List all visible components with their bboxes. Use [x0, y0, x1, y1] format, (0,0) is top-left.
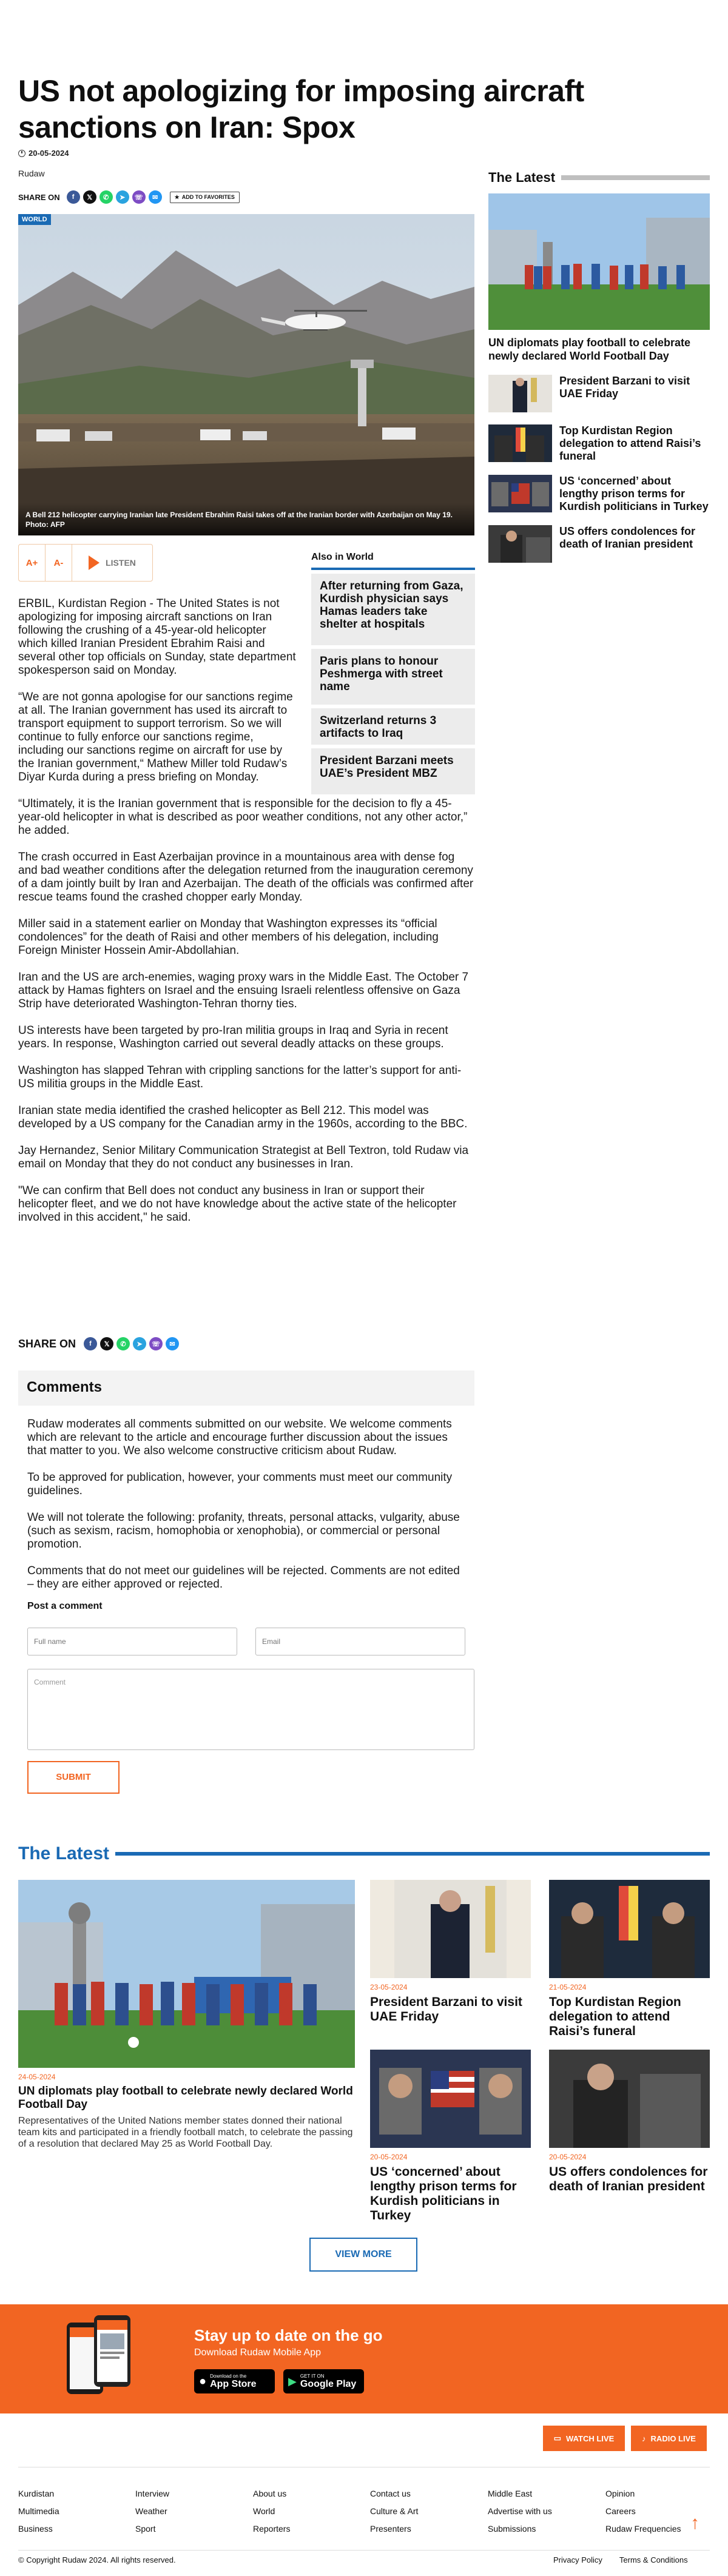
- helicopter-photo: [18, 214, 474, 535]
- latest-card-image: [549, 2050, 710, 2148]
- article-paragraph: “We are not gonna apologise for our sanctions regime at all. The Iranian government has used its aircraft to transport equipment to support terrorism. So we will continue to fully enforce our sanctions regime, including our sanctions regime on aircraft for use by the Iranian government,“ Mathew Miller told Rudaw’s Diyar Kurda during a press briefing on Monday.: [18, 691, 293, 783]
- footer-divider: [18, 2550, 710, 2551]
- footer-link[interactable]: About us: [253, 2489, 287, 2498]
- comment-textarea[interactable]: Comment: [27, 1669, 474, 1750]
- sidebar-item-title: Top Kurdistan Region delegation to attend Raisi’s funeral: [559, 424, 701, 462]
- sidebar-latest-header: [488, 170, 710, 186]
- reading-tools: [18, 544, 153, 582]
- listen-button[interactable]: [72, 545, 152, 581]
- share-label: SHARE ON: [18, 192, 60, 202]
- latest-title: The Latest: [18, 1843, 110, 1863]
- footer-link[interactable]: Reporters: [253, 2524, 291, 2534]
- comments-paragraph: We will not tolerate the following: profanity, threats, personal attacks, vulgarity, abuse (such as sexism, racism, homophobia or xenophobia), or commercial or personal promotion.: [27, 1511, 460, 1551]
- latest-card[interactable]: [549, 2050, 710, 2194]
- sidebar-latest: [488, 170, 710, 563]
- footer-link[interactable]: Weather: [135, 2506, 167, 2516]
- play-store-icon: ▶: [288, 2375, 297, 2387]
- legal-links: [553, 2555, 688, 2564]
- category-badge[interactable]: WORLD: [18, 214, 51, 225]
- footer-link[interactable]: World: [253, 2506, 275, 2516]
- x-twitter-icon[interactable]: 𝕏: [83, 190, 96, 204]
- sidebar-item-title: US offers condolences for death of Iranian president: [559, 525, 696, 550]
- sidebar-item-title: US ‘concerned’ about lengthy prison terms for Kurdish politicians in Turkey: [559, 475, 709, 512]
- latest-card-title: Top Kurdistan Region delegation to attend Raisi’s funeral: [549, 1995, 681, 2038]
- sidebar-latest-item[interactable]: [488, 375, 710, 412]
- clock-icon: [18, 150, 25, 157]
- footer-column: [253, 2485, 290, 2538]
- hero-image: [18, 214, 474, 535]
- article-paragraph: The crash occurred in East Azerbaijan province in a mountainous area with dense fog and bad weather conditions after the delegation returned from the inauguration ceremony of a dam jointly built by Iran and Azerbaijan. The death of the officials was confirmed after rescue teams found the crashed chopper early Monday.: [18, 851, 474, 904]
- app-headline: Stay up to date on the go: [194, 2326, 383, 2344]
- article-paragraph: Washington has slapped Tehran with crippling sanctions for the latter’s support for anti-US militia groups in the Middle East.: [18, 1064, 462, 1090]
- add-to-favorites-button[interactable]: [170, 192, 240, 203]
- article-date: [18, 149, 69, 158]
- latest-card-image: [370, 1880, 531, 1978]
- share-bar-bottom: [18, 1337, 179, 1350]
- facebook-icon[interactable]: f: [84, 1337, 97, 1350]
- article-author: Rudaw: [18, 169, 45, 178]
- back-to-top-icon[interactable]: ↑: [690, 2513, 699, 2533]
- app-store-big: App Store: [210, 2379, 257, 2389]
- latest-card[interactable]: [370, 2050, 531, 2223]
- article-date-text: 20-05-2024: [29, 149, 69, 158]
- footer-link[interactable]: Interview: [135, 2489, 170, 2498]
- latest-card-date: 20-05-2024: [370, 2153, 408, 2161]
- sidebar-item-title: President Barzani to visit UAE Friday: [559, 375, 690, 400]
- latest-big-title[interactable]: UN diplomats play football to celebrate newly declared World Football Day: [18, 2085, 353, 2111]
- article-paragraph: Iranian state media identified the crashed helicopter as Bell 212. This model was developed by a US company for the Canadian army in the 1960s, according to the BBC.: [18, 1104, 468, 1130]
- comments-section: [18, 1370, 474, 1794]
- terms-link[interactable]: Terms & Conditions: [619, 2555, 688, 2564]
- article-paragraph: "We can confirm that Bell does not conduct any business in Iran or support their helicopter fleet, and we do not have knowledge about the active state of the helicopter involved in this accident," he said.: [18, 1184, 457, 1224]
- footer-link[interactable]: Sport: [135, 2524, 156, 2534]
- latest-card[interactable]: [370, 1880, 531, 2024]
- also-in-world-item[interactable]: After returning from Gaza, Kurdish physician says Hamas leaders take shelter at hospitals: [311, 574, 475, 645]
- sidebar-thumb: [488, 525, 552, 563]
- submit-button[interactable]: SUBMIT: [27, 1761, 120, 1794]
- store-buttons: [194, 2369, 383, 2393]
- sidebar-latest-item[interactable]: [488, 525, 710, 563]
- comment-form-row: [27, 1628, 465, 1655]
- star-icon: ★: [174, 193, 180, 200]
- also-in-world-item[interactable]: President Barzani meets UAE’s President MBZ: [311, 748, 475, 794]
- comments-guidelines: [18, 1406, 474, 1794]
- share-label: SHARE ON: [18, 1337, 76, 1350]
- sidebar-latest-title: The Latest: [488, 170, 556, 185]
- share-bar-top: [18, 190, 240, 204]
- apple-icon: ●: [199, 2374, 207, 2388]
- x-twitter-icon[interactable]: 𝕏: [100, 1337, 113, 1350]
- whatsapp-icon[interactable]: ✆: [116, 1337, 130, 1350]
- latest-big-date: 24-05-2024: [18, 2073, 56, 2081]
- also-in-world-item[interactable]: Paris plans to honour Peshmerga with street name: [311, 649, 475, 705]
- view-more-button[interactable]: VIEW MORE: [309, 2238, 417, 2272]
- article-title: US not apologizing for imposing aircraft sanctions on Iran: Spox: [18, 74, 584, 144]
- listen-label: LISTEN: [106, 558, 136, 568]
- add-to-favorites-label: ADD TO FAVORITES: [181, 194, 235, 200]
- google-play-big: Google Play: [300, 2379, 357, 2389]
- footer-link[interactable]: Culture & Art: [370, 2506, 419, 2516]
- footer-link[interactable]: Careers: [605, 2506, 636, 2516]
- article-paragraph: US interests have been targeted by pro-Iran militia groups in Iraq and Syria in recent years. In response, Washington carried out several deadly attacks on these groups.: [18, 1024, 448, 1050]
- sidebar-latest-item[interactable]: [488, 475, 710, 513]
- messenger-icon[interactable]: ✉: [166, 1337, 179, 1350]
- latest-section: [18, 1843, 710, 2222]
- post-comment-title: Post a comment: [27, 1601, 103, 1611]
- also-in-world-title: Also in World: [311, 552, 475, 570]
- footer-column: [605, 2485, 681, 2538]
- comments-paragraph: Rudaw moderates all comments submitted on our website. We welcome comments which are relevant to the article and encourage further discussion about the issues that matter to you. We also welcome constructive criticism about Rudaw.: [27, 1418, 452, 1457]
- latest-card-image: [549, 1880, 710, 1978]
- facebook-icon[interactable]: f: [67, 190, 80, 204]
- latest-big-card[interactable]: [18, 1880, 355, 2150]
- viber-icon[interactable]: ☏: [132, 190, 146, 204]
- also-in-world-item[interactable]: Switzerland returns 3 artifacts to Iraq: [311, 708, 475, 745]
- footer-link[interactable]: Multimedia: [18, 2506, 59, 2516]
- copyright: © Copyright Rudaw 2024. All rights reserved.: [18, 2555, 176, 2564]
- messenger-icon[interactable]: ✉: [149, 190, 162, 204]
- microphone-icon: ♪: [642, 2433, 646, 2443]
- app-store-button[interactable]: [194, 2369, 275, 2393]
- telegram-icon[interactable]: ➤: [116, 190, 129, 204]
- play-icon: [89, 555, 99, 570]
- section-divider: [561, 175, 710, 180]
- sidebar-latest-item[interactable]: [488, 424, 710, 463]
- footer-link[interactable]: Middle East: [488, 2489, 533, 2498]
- latest-card-title: US offers condolences for death of Iranian president: [549, 2165, 708, 2193]
- sidebar-hero-image[interactable]: [488, 193, 710, 330]
- footer-column: [18, 2485, 59, 2538]
- privacy-policy-link[interactable]: Privacy Policy: [553, 2555, 602, 2564]
- article-paragraph: Iran and the US are arch-enemies, waging proxy wars in the Middle East. The October 7 attack by Hamas fighters on Israel and the ensuing Israeli relentless offensive on Gaza Strip have deteriorated Washington-Tehran thorny ties.: [18, 971, 469, 1010]
- app-banner: [0, 2304, 728, 2413]
- football-photo: [488, 193, 710, 330]
- sidebar-thumb: [488, 475, 552, 512]
- full-name-input[interactable]: [27, 1628, 237, 1655]
- live-buttons: [543, 2426, 707, 2451]
- section-divider: [115, 1852, 710, 1856]
- footer-link[interactable]: Contact us: [370, 2489, 411, 2498]
- latest-card-title: President Barzani to visit UAE Friday: [370, 1995, 522, 2024]
- app-text: [194, 2326, 383, 2393]
- viber-icon[interactable]: ☏: [149, 1337, 163, 1350]
- comments-title: Comments: [18, 1370, 474, 1406]
- footer-link[interactable]: Advertise with us: [488, 2506, 552, 2516]
- article-paragraph: ERBIL, Kurdistan Region - The United States is not apologizing for imposing aircraft sanctions on Iran following the crushing of a 45-year-old helicopter which killed Iranian President Ebrahim Raisi and several other top officials on Sunday, state department spokesperson said on Monday.: [18, 597, 296, 677]
- font-decrease-button[interactable]: A-: [46, 545, 72, 581]
- comments-paragraph: To be approved for publication, however, your comments must meet our community guidelines.: [27, 1471, 453, 1497]
- footer-link[interactable]: Business: [18, 2524, 53, 2534]
- latest-card-date: 21-05-2024: [549, 1983, 587, 1991]
- article-paragraph: Jay Hernandez, Senior Military Communication Strategist at Bell Textron, told Rudaw via email on Monday that they do not conduct any businesses in Iran.: [18, 1144, 469, 1170]
- radio-live-label: RADIO LIVE: [650, 2433, 696, 2443]
- latest-card-image: [370, 2050, 531, 2148]
- latest-card-title: US ‘concerned’ about lengthy prison terms for Kurdish politicians in Turkey: [370, 2165, 517, 2222]
- footer-link[interactable]: Kurdistan: [18, 2489, 55, 2498]
- telegram-icon[interactable]: ➤: [133, 1337, 146, 1350]
- article-paragraph: Miller said in a statement earlier on Monday that Washington expresses its “official condolences” for the death of Raisi and other members of his delegation, including Foreign Minister Hossein Amir-Abdollahian.: [18, 917, 439, 957]
- footer-column: [135, 2485, 169, 2538]
- phones-illustration: [67, 2315, 133, 2403]
- latest-card-date: 20-05-2024: [549, 2153, 587, 2161]
- app-store-small: Download on the: [210, 2373, 247, 2379]
- radio-live-button[interactable]: [631, 2426, 707, 2451]
- email-input[interactable]: [255, 1628, 465, 1655]
- whatsapp-icon[interactable]: ✆: [99, 190, 113, 204]
- latest-card-date: 23-05-2024: [370, 1983, 408, 1991]
- watch-live-button[interactable]: [543, 2426, 625, 2451]
- sidebar-hero-title[interactable]: UN diplomats play football to celebrate newly declared World Football Day: [488, 337, 691, 362]
- font-increase-button[interactable]: A+: [19, 545, 46, 581]
- footer-link[interactable]: Presenters: [370, 2524, 411, 2534]
- image-caption: A Bell 212 helicopter carrying Iranian late President Ebrahim Raisi takes off at the Iranian border with Azerbaijan on May 19. Photo: AFP: [18, 503, 474, 535]
- footer-column: [488, 2485, 552, 2538]
- footer-column: [370, 2485, 418, 2538]
- footer-link[interactable]: Opinion: [605, 2489, 635, 2498]
- article-paragraph: “Ultimately, it is the Iranian government that is responsible for the decision to fly a 45-year-old helicopter in what is described as poor weather conditions, not any other actor,” he added.: [18, 797, 468, 837]
- app-subtitle: Download Rudaw Mobile App: [194, 2347, 322, 2358]
- watch-live-label: WATCH LIVE: [566, 2433, 615, 2443]
- football-photo-large: [18, 1880, 355, 2068]
- footer-link[interactable]: Rudaw Frequencies: [605, 2524, 681, 2534]
- comments-paragraph: Comments that do not meet our guidelines will be rejected. Comments are not edited – they are either approved or rejected.: [27, 1565, 460, 1591]
- google-play-button[interactable]: [283, 2369, 364, 2393]
- tv-icon: ▭: [553, 2433, 562, 2443]
- footer-link[interactable]: Submissions: [488, 2524, 536, 2534]
- article-body: [18, 597, 476, 1238]
- latest-card[interactable]: [549, 1880, 710, 2039]
- sidebar-thumb: [488, 424, 552, 462]
- sidebar-thumb: [488, 375, 552, 412]
- google-play-small: GET IT ON: [300, 2373, 325, 2379]
- latest-big-desc: Representatives of the United Nations member states donned their national team kits and participated in a friendly football match, to celebrate the passing of a resolution that declared May 25 as World Football Day.: [18, 2116, 353, 2149]
- latest-big-image: [18, 1880, 355, 2068]
- latest-header: [18, 1843, 710, 1864]
